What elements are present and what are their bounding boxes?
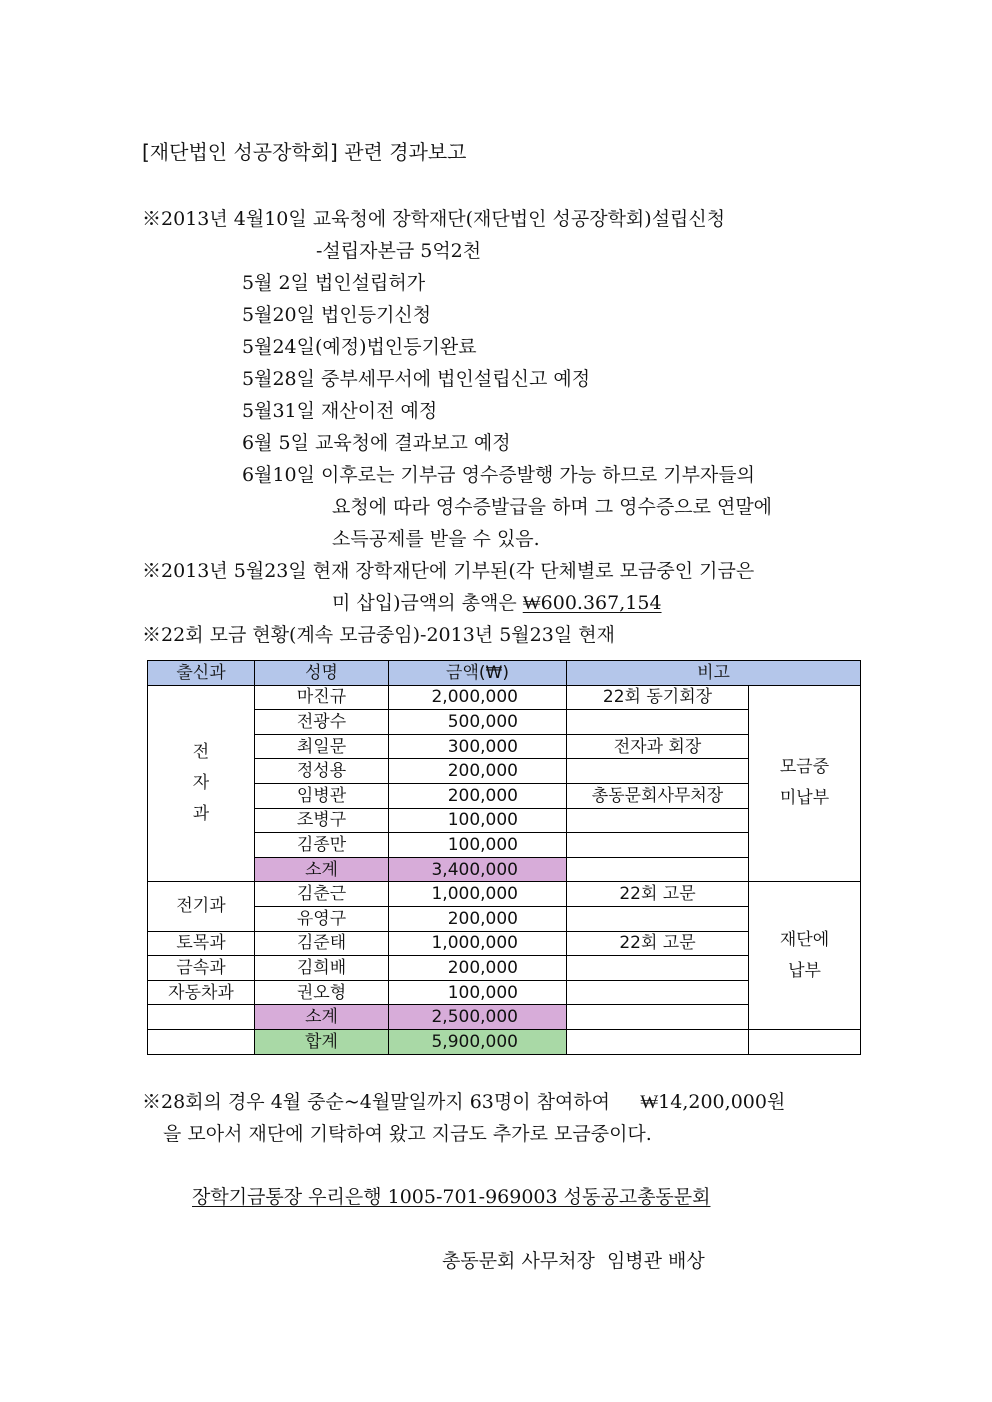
table-row: 유영구 200,000 [148, 906, 861, 931]
table-row: 자동차과 권오형 100,000 [148, 980, 861, 1005]
line-6: 5월28일 중부세무서에 법인설립신고 예정 [242, 368, 591, 390]
line-7: 5월31일 재산이전 예정 [242, 400, 438, 422]
line-1: ※2013년 4월10일 교육청에 장학재단(재단법인 성공장학회)설립신청 [142, 208, 726, 230]
bank-account: 장학기금통장 우리은행 1005-701-969003 성동공고총동문회 [192, 1186, 711, 1208]
col-header-name: 성명 [255, 661, 389, 686]
line-10: 요청에 따라 영수증발급을 하며 그 영수증으로 연말에 [332, 496, 773, 518]
para-28-line-1: ※28회의 경우 4월 중순~4월말일까지 63명이 참여하여 ₩14,200,000원 [142, 1091, 786, 1113]
table-row: 전기과 김춘근 1,000,000 22회 고문 재단에 납부 [148, 882, 861, 907]
table-row: 전광수 500,000 [148, 710, 861, 735]
table-header-row [148, 661, 861, 686]
total-amount: ₩600.367,154 [522, 592, 662, 614]
bullet-mark: ※ [142, 560, 162, 582]
line-2: -설립자본금 5억2천 [316, 240, 482, 262]
col-header-amount: 금액(₩) [389, 661, 567, 686]
group1-note: 모금중 미납부 [749, 685, 861, 882]
line-14: ※22회 모금 현황(계속 모금중임)-2013년 5월23일 현재 [142, 624, 615, 646]
bullet-mark: ※ [142, 1091, 162, 1113]
group2-note: 재단에 납부 [749, 882, 861, 1030]
table-row: 금속과 김희배 200,000 [148, 956, 861, 981]
table-row: 임병관 200,000 총동문회사무처장 [148, 783, 861, 808]
bullet-mark: ※ [142, 624, 162, 646]
page-title: [재단법인 성공장학회] 관련 경과보고 [142, 140, 467, 164]
table-row: 최일문 300,000 전자과 회장 [148, 734, 861, 759]
signature: 총동문회 사무처장 임병관 배상 [442, 1250, 705, 1272]
col-header-note: 비고 [567, 661, 861, 686]
para-28-line-2: 을 모아서 재단에 기탁하여 왔고 지금도 추가로 모금중이다. [163, 1123, 652, 1145]
total-row: 합계 5,900,000 [148, 1029, 861, 1054]
dept-electronics: 전 자 과 [148, 685, 255, 882]
table-row: 토목과 김준태 1,000,000 22회 고문 [148, 931, 861, 956]
line-5: 5월24일(예정)법인등기완료 [242, 336, 477, 358]
line-8: 6월 5일 교육청에 결과보고 예정 [242, 432, 511, 454]
line-12: ※2013년 5월23일 현재 장학재단에 기부된(각 단체별로 모금중인 기금은 [142, 560, 755, 582]
table-row: 조병구 100,000 [148, 808, 861, 833]
line-11: 소득공제를 받을 수 있음. [332, 528, 540, 550]
line-3: 5월 2일 법인설립허가 [242, 272, 426, 294]
line-13: 미 삽입)금액의 총액은 ₩600.367,154 [332, 592, 662, 614]
line-9: 6월10일 이후로는 기부금 영수증발행 가능 하므로 기부자들의 [242, 464, 755, 486]
table-row: 김종만 100,000 [148, 833, 861, 858]
subtotal-row-1: 소계 3,400,000 [148, 857, 861, 882]
line-4: 5월20일 법인등기신청 [242, 304, 432, 326]
table-row: 전 자 과 마진규 2,000,000 22회 동기회장 모금중 미납부 [148, 685, 861, 710]
fund-table [147, 660, 861, 1055]
col-header-dept: 출신과 [148, 661, 255, 686]
subtotal-row-2: 소계 2,500,000 [148, 1005, 861, 1030]
table-row: 정성용 200,000 [148, 759, 861, 784]
bullet-mark: ※ [142, 208, 162, 230]
